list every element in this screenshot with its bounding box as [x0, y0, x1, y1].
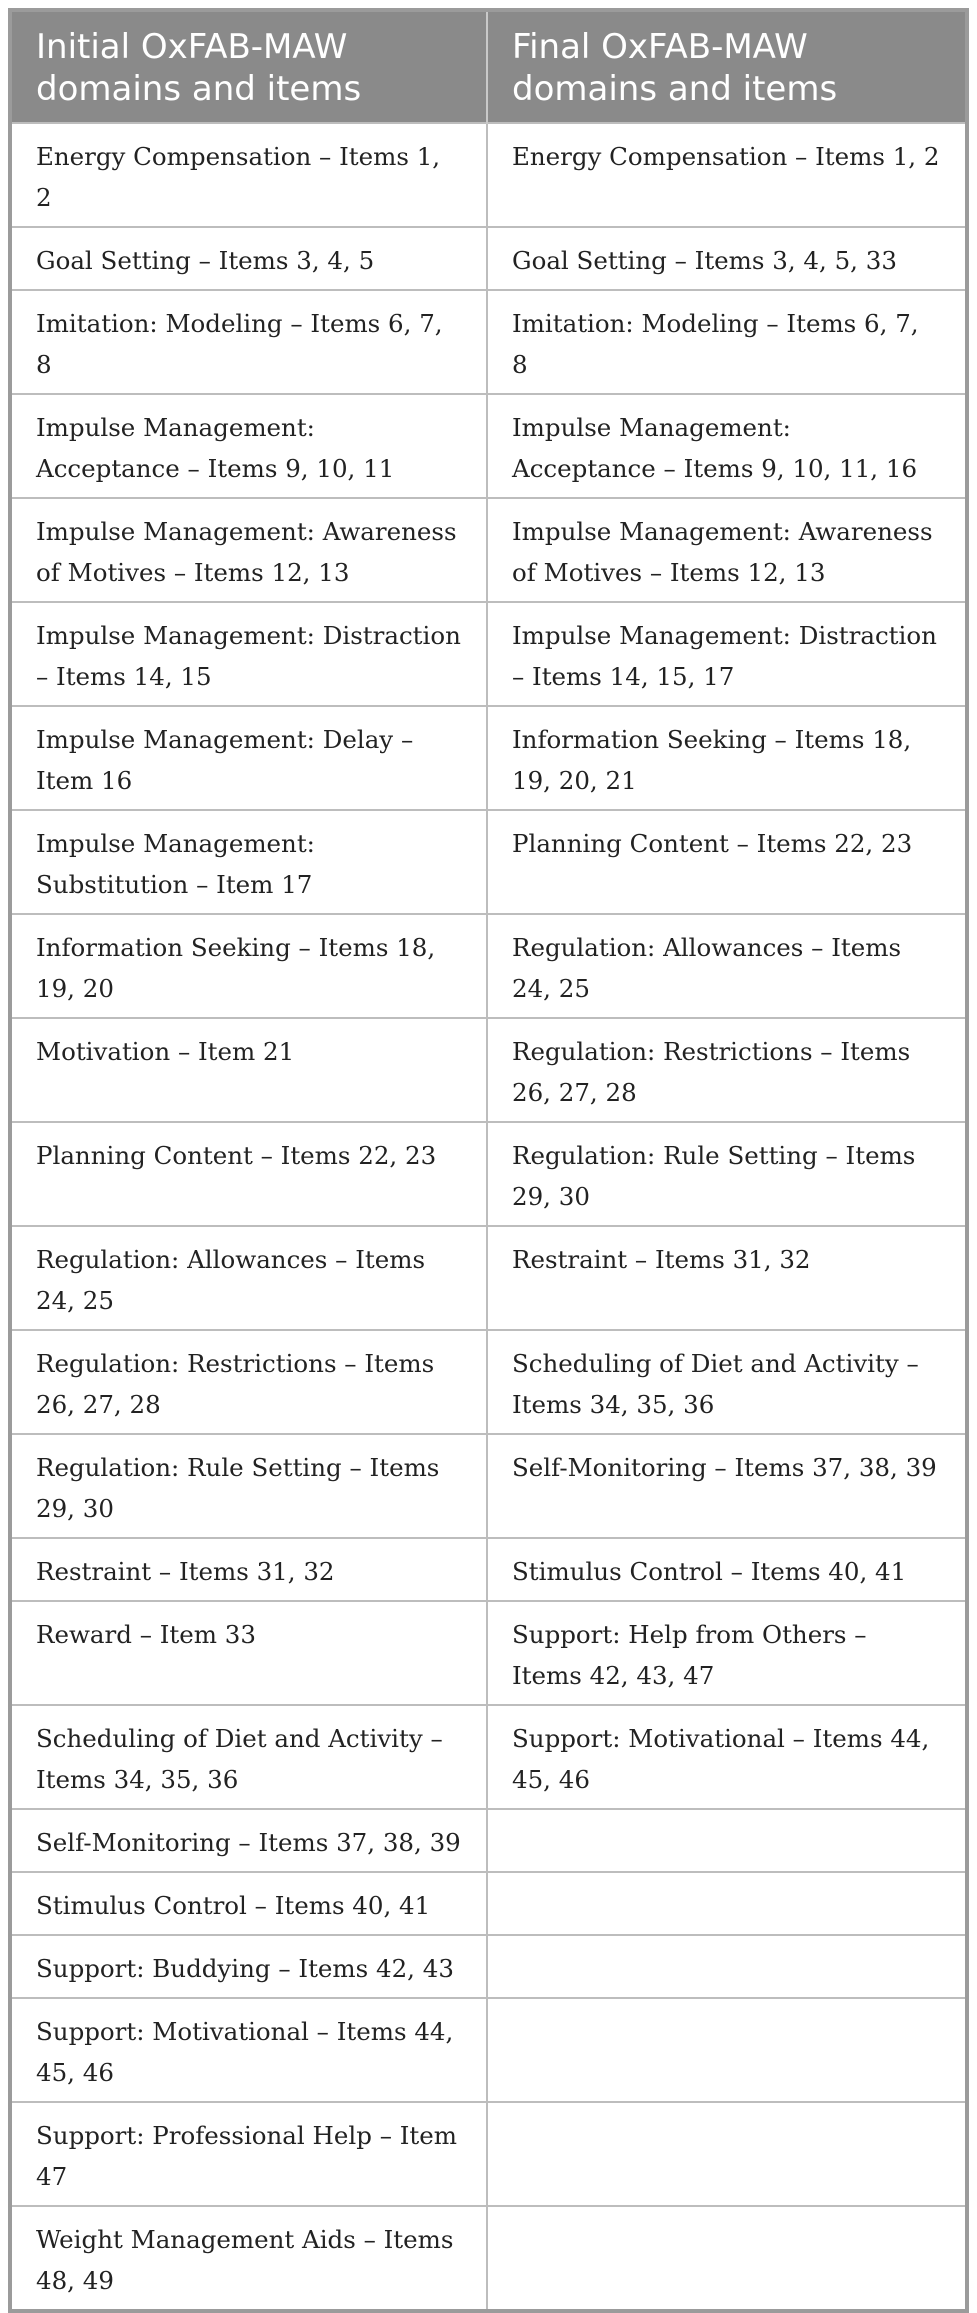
cell-initial: Impulse Management: Substitution – Item 17 [10, 810, 487, 914]
table-row [10, 914, 967, 1018]
header-final-line-2: domains and items [512, 69, 838, 109]
table-row [10, 1872, 967, 1935]
table-row [10, 1434, 967, 1538]
domains-items-table [8, 8, 969, 2313]
table-row [10, 227, 967, 290]
cell-final: Self-Monitoring – Items 37, 38, 39 [487, 1434, 967, 1538]
cell-final: Imitation: Modeling – Items 6, 7, 8 [487, 290, 967, 394]
table-row [10, 2206, 967, 2311]
cell-final: Energy Compensation – Items 1, 2 [487, 123, 967, 227]
header-initial-domains [10, 10, 487, 123]
cell-final: Planning Content – Items 22, 23 [487, 810, 967, 914]
cell-initial: Support: Professional Help – Item 47 [10, 2102, 487, 2206]
table-row [10, 706, 967, 810]
table-row [10, 1226, 967, 1330]
cell-initial: Motivation – Item 21 [10, 1018, 487, 1122]
cell-initial: Scheduling of Diet and Activity – Items 34, 35, 36 [10, 1705, 487, 1809]
cell-initial: Impulse Management: Acceptance – Items 9, 10, 11 [10, 394, 487, 498]
cell-final [487, 2206, 967, 2311]
cell-initial: Impulse Management: Distraction – Items 14, 15 [10, 602, 487, 706]
table-row [10, 2102, 967, 2206]
cell-initial: Support: Motivational – Items 44, 45, 46 [10, 1998, 487, 2102]
cell-final [487, 1872, 967, 1935]
cell-initial: Stimulus Control – Items 40, 41 [10, 1872, 487, 1935]
table-row [10, 810, 967, 914]
cell-initial: Support: Buddying – Items 42, 43 [10, 1935, 487, 1998]
cell-initial: Reward – Item 33 [10, 1601, 487, 1705]
cell-final: Regulation: Restrictions – Items 26, 27, 28 [487, 1018, 967, 1122]
cell-final: Stimulus Control – Items 40, 41 [487, 1538, 967, 1601]
cell-final: Regulation: Rule Setting – Items 29, 30 [487, 1122, 967, 1226]
table-row [10, 498, 967, 602]
table-row [10, 602, 967, 706]
cell-initial: Planning Content – Items 22, 23 [10, 1122, 487, 1226]
cell-final: Impulse Management: Awareness of Motives – Items 12, 13 [487, 498, 967, 602]
header-initial-line-1: Initial OxFAB-MAW [36, 27, 348, 67]
cell-final: Impulse Management: Acceptance – Items 9, 10, 11, 16 [487, 394, 967, 498]
cell-final [487, 2102, 967, 2206]
cell-initial: Self-Monitoring – Items 37, 38, 39 [10, 1809, 487, 1872]
cell-initial: Impulse Management: Awareness of Motives – Items 12, 13 [10, 498, 487, 602]
table-header-row [10, 10, 967, 123]
table-row [10, 1018, 967, 1122]
cell-initial: Regulation: Rule Setting – Items 29, 30 [10, 1434, 487, 1538]
cell-initial: Impulse Management: Delay – Item 16 [10, 706, 487, 810]
cell-final [487, 1998, 967, 2102]
cell-initial: Weight Management Aids – Items 48, 49 [10, 2206, 487, 2311]
cell-final: Information Seeking – Items 18, 19, 20, 21 [487, 706, 967, 810]
cell-final: Goal Setting – Items 3, 4, 5, 33 [487, 227, 967, 290]
table-row [10, 1538, 967, 1601]
table-row [10, 290, 967, 394]
cell-final [487, 1935, 967, 1998]
cell-initial: Regulation: Allowances – Items 24, 25 [10, 1226, 487, 1330]
cell-initial: Energy Compensation – Items 1, 2 [10, 123, 487, 227]
cell-initial: Information Seeking – Items 18, 19, 20 [10, 914, 487, 1018]
cell-initial: Goal Setting – Items 3, 4, 5 [10, 227, 487, 290]
table-row [10, 1122, 967, 1226]
table-row [10, 1935, 967, 1998]
cell-initial: Restraint – Items 31, 32 [10, 1538, 487, 1601]
table-wrapper [8, 8, 969, 2313]
table-row [10, 394, 967, 498]
cell-final [487, 1809, 967, 1872]
cell-initial: Regulation: Restrictions – Items 26, 27, 28 [10, 1330, 487, 1434]
table-row [10, 1601, 967, 1705]
table-row [10, 1330, 967, 1434]
cell-initial: Imitation: Modeling – Items 6, 7, 8 [10, 290, 487, 394]
table-row [10, 1705, 967, 1809]
cell-final: Support: Motivational – Items 44, 45, 46 [487, 1705, 967, 1809]
cell-final: Support: Help from Others – Items 42, 43, 47 [487, 1601, 967, 1705]
table-row [10, 1998, 967, 2102]
cell-final: Scheduling of Diet and Activity – Items 34, 35, 36 [487, 1330, 967, 1434]
cell-final: Restraint – Items 31, 32 [487, 1226, 967, 1330]
cell-final: Regulation: Allowances – Items 24, 25 [487, 914, 967, 1018]
cell-final: Impulse Management: Distraction – Items 14, 15, 17 [487, 602, 967, 706]
table-row [10, 123, 967, 227]
header-final-line-1: Final OxFAB-MAW [512, 27, 808, 67]
header-final-domains [487, 10, 967, 123]
header-initial-line-2: domains and items [36, 69, 362, 109]
table-row [10, 1809, 967, 1872]
